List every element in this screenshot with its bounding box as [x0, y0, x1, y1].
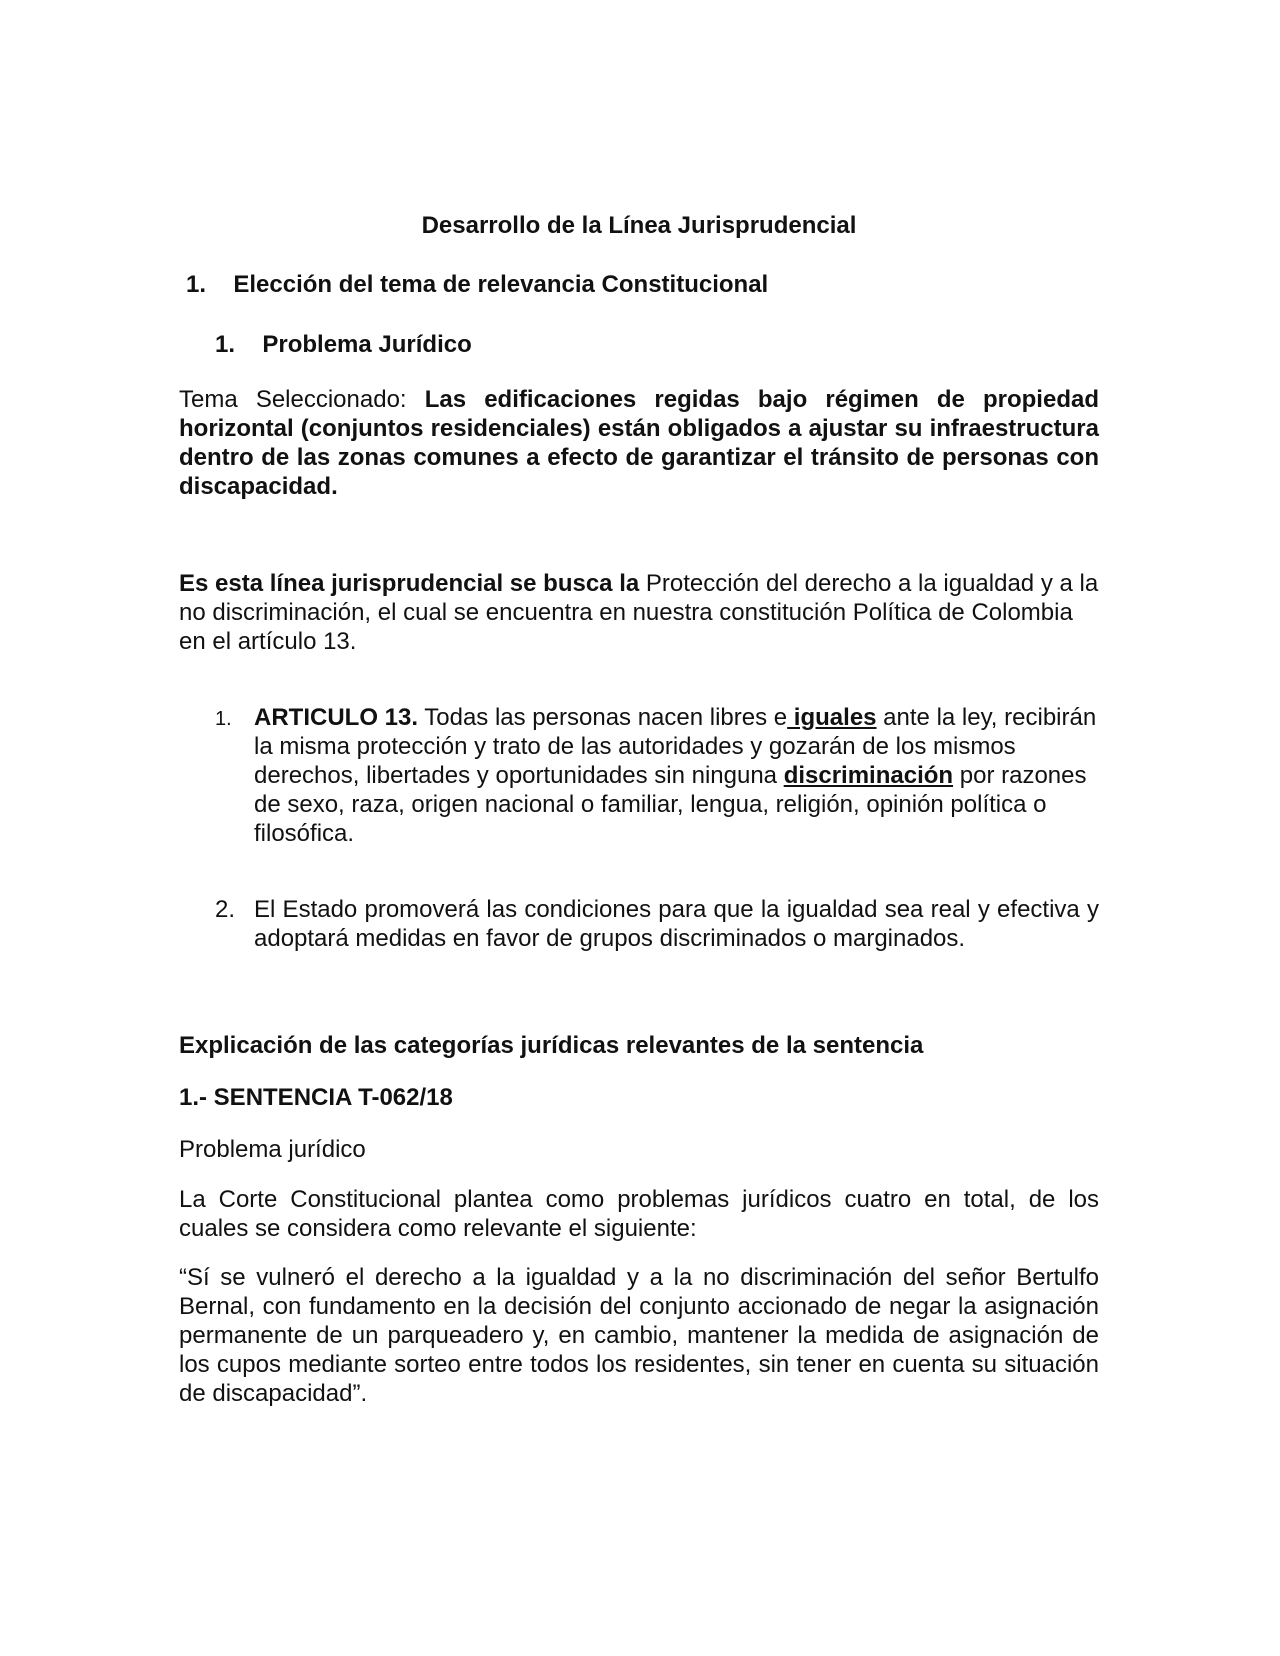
articulo-text-2: ante la ley, recibirán la misma protección y trato de las autoridades y gozarán de los mismos derechos, libertades y oportunidades sin ninguna	[254, 704, 1097, 789]
document-title: Desarrollo de la Línea Jurisprudencial	[421, 212, 857, 239]
tema-text: Las edificaciones regidas bajo régimen de propiedad horizontal (conjuntos residenciales) están obligados a ajustar su infraestructura dentro de las zonas comunes a efecto de garantizar el tránsito de personas con discapacidad.	[179, 386, 1099, 500]
iguales-emphasis: iguales	[787, 704, 877, 731]
explicacion-heading: Explicación de las categorías jurídicas relevantes de la sentencia	[179, 1032, 924, 1059]
subsection-number: 1.	[215, 331, 236, 358]
subsection-label: Problema Jurídico	[262, 331, 472, 358]
section-heading	[186, 270, 1106, 299]
articulo-text-1: Todas las personas nacen libres e	[418, 704, 788, 731]
discriminacion-emphasis: discriminación	[783, 762, 954, 789]
linea-lead: Es esta línea jurisprudencial se busca la	[179, 570, 640, 597]
quote-paragraph: “Sí se vulneró el derecho a la igualdad y a la no discriminación del señor Bertulfo Bernal, con fundamento en la decisión del conjunto accionado de negar la asignación permanente de un parqueadero y, en cambio, mantener la medida de asignación de los cupos mediante sorteo entre todos los residentes, sin tener en cuenta su situación de discapacidad”.	[179, 1264, 1099, 1407]
sentencia-heading: 1.- SENTENCIA T-062/18	[179, 1084, 453, 1111]
articulo-lead: ARTICULO 13.	[254, 704, 419, 731]
linea-text: Protección del derecho a la igualdad y a la no discriminación, el cual se encuentra en nuestra constitución Política de Colombia en el artículo 13.	[179, 570, 1099, 655]
linea-paragraph	[179, 569, 1099, 656]
corte-paragraph: La Corte Constitucional plantea como problemas jurídicos cuatro en total, de los cuales se considera como relevante el siguiente:	[179, 1186, 1099, 1242]
list-item-text	[254, 703, 1099, 848]
subsection-heading	[215, 330, 1135, 359]
section-number: 1.	[186, 271, 207, 298]
section-label: Elección del tema de relevancia Constitucional	[233, 271, 769, 298]
problema-label: Problema jurídico	[179, 1136, 366, 1163]
list-item-number: 1.	[215, 708, 232, 730]
articulo-text-3: por razones de sexo, raza, origen nacional o familiar, lengua, religión, opinión política o filosófica.	[254, 762, 1087, 847]
tema-paragraph	[179, 385, 1099, 501]
list-item-text: El Estado promoverá las condiciones para que la igualdad sea real y efectiva y adoptará medidas en favor de grupos discriminados o marginados.	[254, 896, 1099, 952]
list-item-number: 2.	[215, 896, 236, 923]
tema-prefix: Tema Seleccionado:	[179, 386, 425, 413]
